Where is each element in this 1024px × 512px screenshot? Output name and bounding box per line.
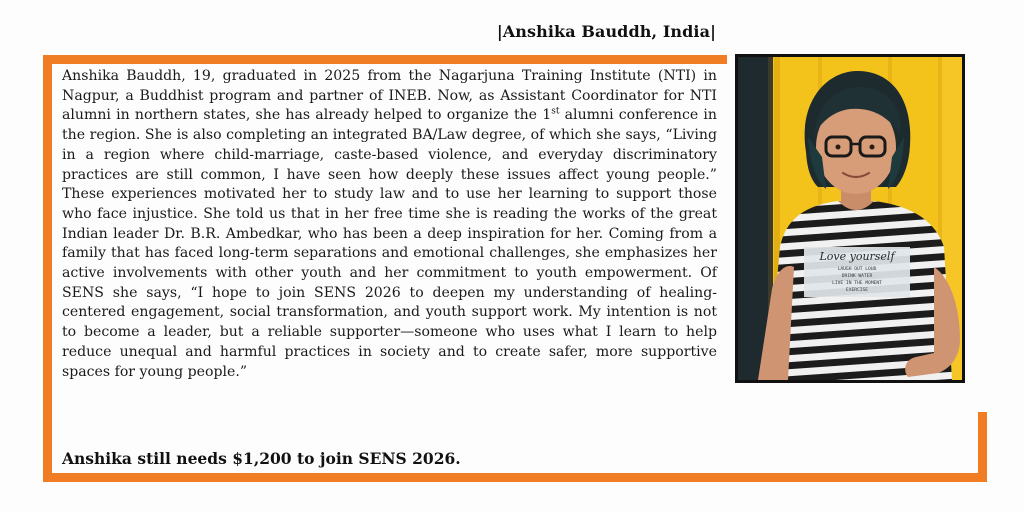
profile-name-heading: |Anshika Bauddh, India| [496,22,716,41]
funding-needs-line: Anshika still needs $1,200 to join SENS 2026. [62,449,461,468]
shirt-script-text: Love yourself [819,250,895,263]
bio-text-part2: alumni conference in the region. She is also completing an integrated BA/Law degree, of which she says, “Living in a region where child-marriage, caste-based violence, and everyday discriminatory practices are still common, I have seen how deeply these issues affect young people.” These experiences motivated her to study law and to use her learning to support those who face injustice. She told us that in her free time she is reading the works of the great Indian leader Dr. B.R. Ambedkar, who has been a deep inspiration for her. Coming from a family that has faced long-term separations and emotional challenges, she emphasizes her active involvements with other youth and her commitment to youth empowerment. Of SENS she says, “I hope to join SENS 2026 to deepen my understanding of healing-centered engagement, social transformation, and youth support work. My intention is not to become a leader, but a reliable supporter—someone who uses what I learn to help reduce unequal and harmful practices in society and to create safer, more supportive spaces for young people.” [62,107,717,380]
shirt-line-1: LAUGH OUT LOUD [837,267,877,272]
profile-bio-paragraph [62,67,717,382]
frame-left-border [43,55,52,482]
frame-right-border [978,412,987,482]
frame-bottom-border [43,473,987,482]
dark-door [738,57,768,380]
shirt-line-2: DRINK WATER [841,274,873,279]
shirt-line-3: LIVE IN THE MOMENT [832,281,882,286]
frame-top-border [43,55,727,64]
bio-text-part1: Anshika Bauddh, 19, graduated in 2025 from the Nagarjuna Training Institute (NTI) in Nagpur, a Buddhist program and partner of INEB. Now, as Assistant Coordinator for NTI alumni in northern states, she has already helped to organize the 1 [62,68,717,124]
bio-superscript: st [551,106,560,117]
profile-photo [735,54,965,383]
portrait-illustration [738,57,962,380]
shirt-line-4: EXERCISE [845,288,869,293]
